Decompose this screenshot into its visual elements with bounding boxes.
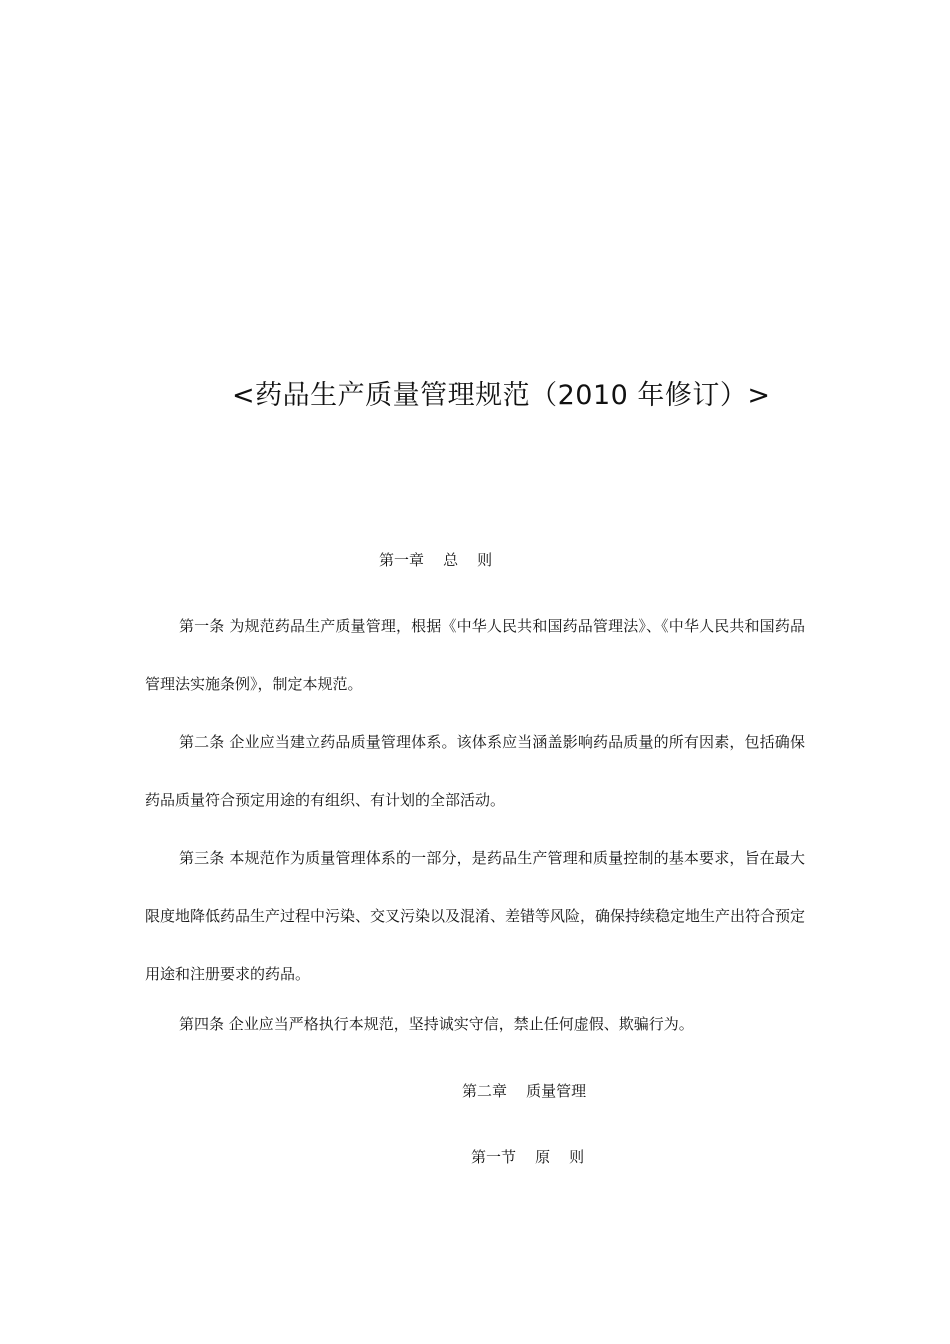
article-three-text: 本规范作为质量管理体系的一部分，是药品生产管理和质量控制的基本要求，旨在最大限度地降低药品生产过程中污染、交叉污染以及混淆、差错等风险，确保持续稳定地生产出符合预定用途和注册要求的药品。 [145, 849, 806, 983]
chapter-one-heading: 第一章 总 则 [379, 551, 493, 569]
article-one [145, 597, 805, 713]
article-one-label: 第一条 [179, 617, 225, 635]
chapter-two-heading: 第二章 质量管理 [462, 1082, 587, 1100]
article-four-label: 第四条 [179, 1015, 225, 1033]
article-two-label: 第二条 [179, 733, 225, 751]
article-three [145, 829, 805, 1003]
article-two-text: 企业应当建立药品质量管理体系。该体系应当涵盖影响药品质量的所有因素，包括确保药品质量符合预定用途的有组织、有计划的全部活动。 [145, 733, 805, 809]
article-two [145, 713, 805, 829]
article-four-text: 企业应当严格执行本规范，坚持诚实守信，禁止任何虚假、欺骗行为。 [228, 1015, 694, 1033]
article-one-text: 为规范药品生产质量管理，根据《中华人民共和国药品管理法》、《中华人民共和国药品管理法实施条例》，制定本规范。 [145, 617, 805, 693]
article-three-label: 第三条 [179, 849, 225, 867]
article-four [145, 995, 805, 1053]
document-title: <药品生产质量管理规范（2010 年修订）> [232, 380, 771, 411]
section-one-heading: 第一节 原 则 [471, 1148, 585, 1166]
